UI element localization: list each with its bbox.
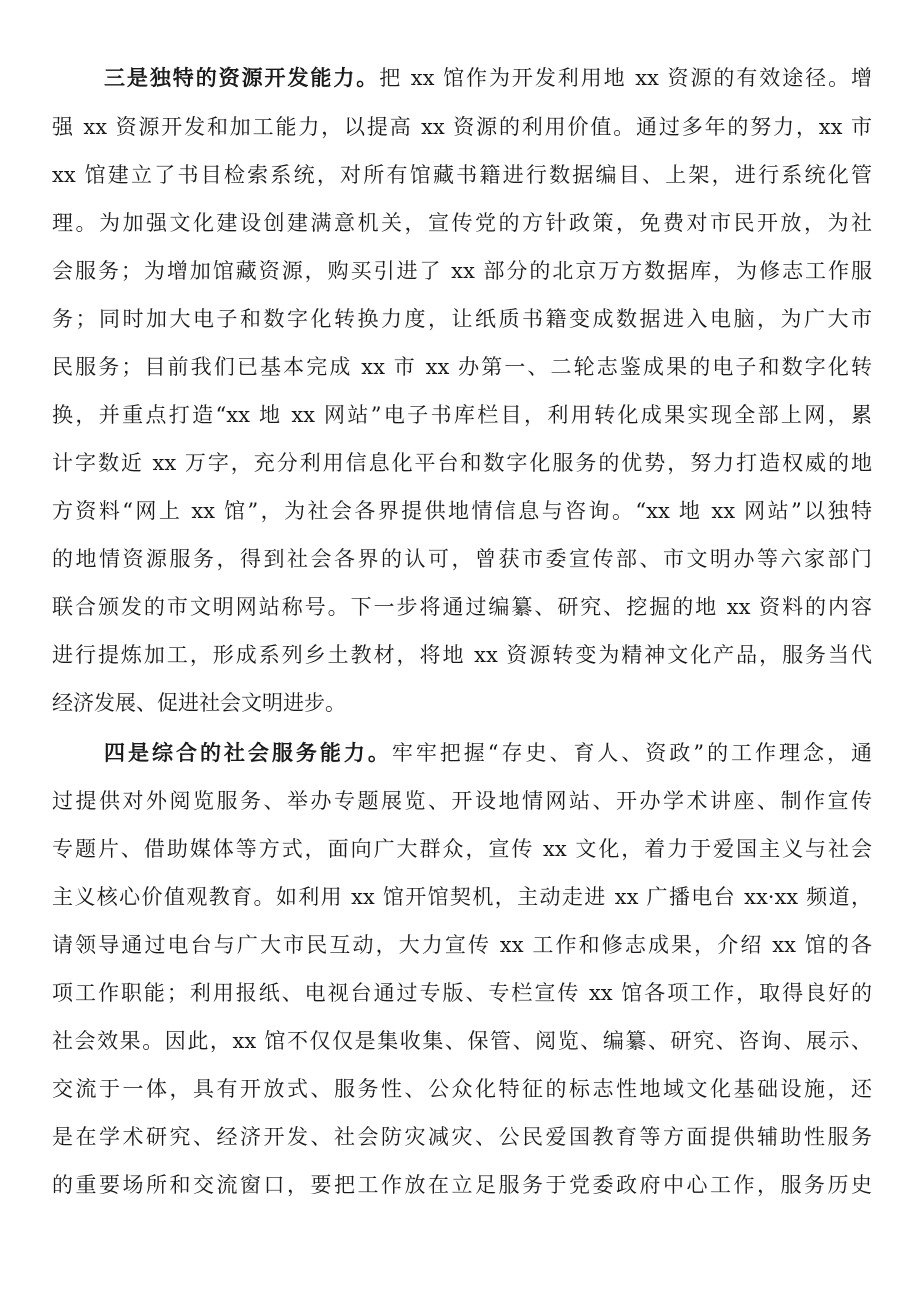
paragraph-line: 社会效果。因此，xx 馆不仅仅是集收集、保管、阅览、编纂、研究、咨询、展示、 [52,1029,872,1053]
paragraph-line: 强 xx 资源开发和加工能力，以提高 xx 资源的利用价值。通过多年的努力，xx 市 [52,115,872,139]
paragraph-line [104,58,872,98]
paragraph-line: 项工作职能；利用报纸、电视台通过专版、专栏宣传 xx 馆各项工作，取得良好的 [52,981,872,1005]
paragraph-line: 交流于一体，具有开放式、服务性、公众化特征的标志性地域文化基础设施，还 [52,1077,872,1101]
paragraph-lead: 三是独特的资源开发能力。 [104,65,380,90]
paragraph-line: 进行提炼加工，形成系列乡土教材，将地 xx 资源转变为精神文化产品，服务当代 [52,643,872,667]
paragraph-line: 过提供对外阅览服务、举办专题展览、开设地情网站、开办学术讲座、制作宣传 [52,789,872,813]
paragraph-lead: 四是综合的社会服务能力。 [104,740,392,765]
paragraph-line [104,733,872,773]
paragraph-line: 民服务；目前我们已基本完成 xx 市 xx 办第一、二轮志鉴成果的电子和数字化转 [52,355,872,379]
paragraph-text: 牢牢把握“存史、育人、资政”的工作理念，通 [391,741,872,765]
paragraph-line: 主义核心价值观教育。如利用 xx 馆开馆契机，主动走进 xx 广播电台 xx·xx 频道， [52,885,872,909]
paragraph-line: 的重要场所和交流窗口，要把工作放在立足服务于党委政府中心工作，服务历史 [52,1173,872,1197]
paragraph-line: 经济发展、促进社会文明进步。 [52,691,346,715]
paragraph-line: 是在学术研究、经济开发、社会防灾减灾、公民爱国教育等方面提供辅助性服务 [52,1125,872,1149]
paragraph-text: 把 xx 馆作为开发利用地 xx 资源的有效途径。增 [379,66,873,90]
paragraph-line: 理。为加强文化建设创建满意机关，宣传党的方针政策，免费对市民开放，为社 [52,211,872,235]
paragraph-line: 换，并重点打造“xx 地 xx 网站”电子书库栏目，利用转化成果实现全部上网，累 [52,403,872,427]
paragraph-line: 计字数近 xx 万字，充分利用信息化平台和数字化服务的优势，努力打造权威的地 [52,451,872,475]
paragraph-line: 的地情资源服务，得到社会各界的认可，曾获市委宣传部、市文明办等六家部门 [52,547,872,571]
paragraph-line: 方资料“网上 xx 馆”，为社会各界提供地情信息与咨询。“xx 地 xx 网站”以独特 [52,499,872,523]
paragraph-line: xx 馆建立了书目检索系统，对所有馆藏书籍进行数据编目、上架，进行系统化管 [52,163,872,187]
paragraph-line: 联合颁发的市文明网站称号。下一步将通过编纂、研究、挖掘的地 xx 资料的内容 [52,595,872,619]
paragraph-line: 专题片、借助媒体等方式，面向广大群众，宣传 xx 文化，着力于爱国主义与社会 [52,837,872,861]
paragraph-line: 务；同时加大电子和数字化转换力度，让纸质书籍变成数据进入电脑，为广大市 [52,307,872,331]
paragraph-line: 会服务；为增加馆藏资源，购买引进了 xx 部分的北京万方数据库，为修志工作服 [52,259,872,283]
paragraph-line: 请领导通过电台与广大市民互动，大力宣传 xx 工作和修志成果，介绍 xx 馆的各 [52,933,872,957]
